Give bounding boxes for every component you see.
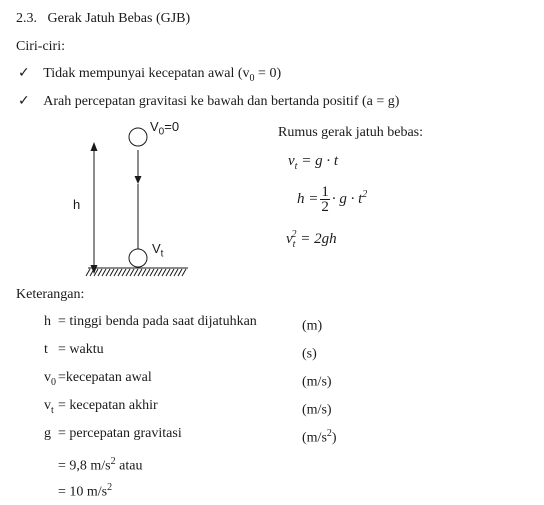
hatch-mark — [170, 269, 174, 276]
hatch-mark — [90, 269, 94, 276]
hatch-mark — [146, 269, 150, 276]
hatch-mark — [158, 269, 162, 276]
label-h: h — [73, 197, 81, 212]
hatch-mark — [174, 269, 178, 276]
free-fall-diagram — [70, 118, 200, 280]
ball-top — [129, 128, 147, 146]
checkmark-icon: ✓ — [18, 65, 30, 81]
gravity-value-2: = 10 $m/s^2$ — [58, 482, 113, 500]
unit: $(m/s^2)$ — [302, 428, 337, 446]
hatch-mark — [118, 269, 122, 276]
hatch-mark — [138, 269, 142, 276]
label-vt: $V_t$ — [152, 241, 164, 260]
hatch-mark — [102, 269, 106, 276]
hatch-mark — [122, 269, 126, 276]
ciri-item-1-text: Tidak mempunyai kecepatan awal $(v_0 = 0)$ — [43, 66, 282, 84]
hatch-mark — [154, 269, 158, 276]
hatch-mark — [134, 269, 138, 276]
hatch-mark — [106, 269, 110, 276]
symbol: t — [44, 342, 48, 357]
gravity-value-1: = 9,8 $m/s^2$ atau — [58, 456, 143, 474]
section-title — [16, 10, 190, 28]
ciri-item-2 — [18, 92, 399, 111]
description: = percepatan gravitasi — [58, 426, 182, 441]
hatch-mark — [166, 269, 170, 276]
hatch-mark — [150, 269, 154, 276]
height-arrow-head-up — [91, 142, 98, 151]
hatch-mark — [182, 269, 186, 276]
unit: (m/s) — [302, 402, 332, 418]
formula-vt-squared: $v_t^2 = 2gh$ — [286, 229, 337, 250]
description: =kecepatan awal — [58, 370, 152, 385]
hatch-mark — [114, 269, 118, 276]
ball-bottom — [129, 249, 147, 267]
formula-vt: $v_t = g \cdot t$ — [288, 153, 338, 172]
symbol: $v_t$ — [44, 398, 54, 416]
ciri-heading: Ciri-ciri: — [16, 39, 65, 54]
formulas-heading: Rumus gerak jatuh bebas: — [278, 125, 424, 140]
hatch-mark — [178, 269, 182, 276]
hatch-mark — [98, 269, 102, 276]
hatch-mark — [130, 269, 134, 276]
ciri-item-1 — [18, 64, 281, 88]
description: = tinggi benda pada saat dijatuhkan — [58, 314, 257, 329]
hatch-mark — [86, 269, 90, 276]
hatch-mark — [162, 269, 166, 276]
unit: (s) — [302, 346, 317, 362]
fall-arrow-head — [135, 176, 142, 184]
checkmark-icon: ✓ — [18, 93, 30, 109]
formula-h: h = $\frac{1}{2}$ · $g \cdot t^2$ — [297, 184, 368, 216]
unit: (m) — [302, 318, 323, 334]
ground-hatching — [86, 269, 186, 276]
label-v0: $V_0=0$ — [150, 119, 180, 138]
hatch-mark — [110, 269, 114, 276]
symbol: h — [44, 314, 51, 329]
description: = kecepatan akhir — [58, 398, 158, 413]
description: = waktu — [58, 342, 104, 357]
keterangan-heading: Keterangan: — [16, 287, 85, 302]
hatch-mark — [142, 269, 146, 276]
unit: (m/s) — [302, 374, 332, 390]
fraction-half: $\frac{1}{2}$ — [321, 184, 329, 216]
section-heading: Gerak Jatuh Bebas (GJB) — [47, 11, 191, 26]
hatch-mark — [126, 269, 130, 276]
symbol: g — [44, 426, 51, 441]
ciri-item-2-text: Arah percepatan gravitasi ke bawah dan bertanda positif (a = g) — [43, 94, 400, 109]
section-number: 2.3. — [16, 11, 37, 26]
symbol: $v_0$ — [44, 370, 56, 388]
